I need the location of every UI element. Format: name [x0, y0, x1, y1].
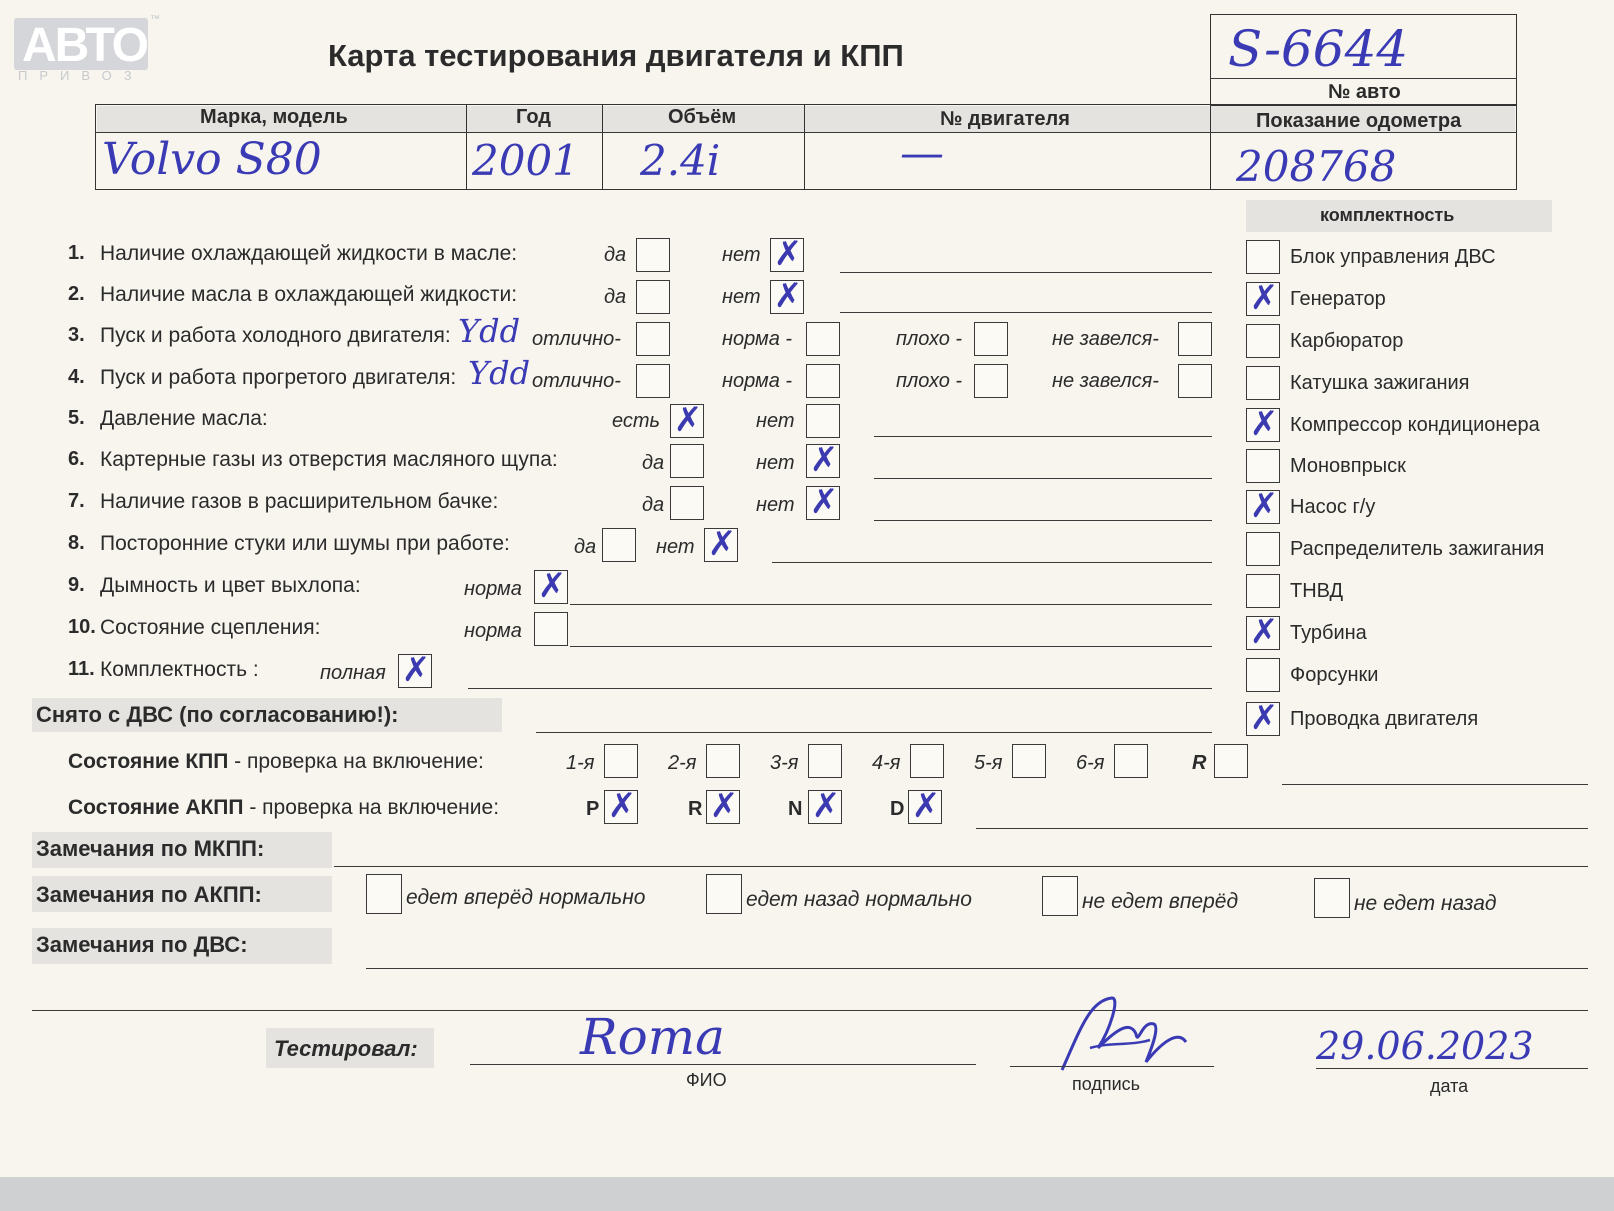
- checkbox[interactable]: ✗: [770, 280, 804, 314]
- value-engine-no: —: [900, 128, 944, 179]
- col-engine-no: № двигателя: [940, 108, 1070, 130]
- removed-label: Снято с ДВС (по согласованию!):: [36, 702, 399, 727]
- logo-subtitle: ПРИВОЗ: [18, 68, 144, 83]
- checkbox[interactable]: [1246, 532, 1280, 566]
- check-label: Наличие охлаждающей жидкости в масле:: [100, 242, 518, 265]
- checkbox[interactable]: ✗: [1246, 616, 1280, 650]
- gear-checkbox[interactable]: [1012, 744, 1046, 778]
- gear-checkbox[interactable]: [706, 744, 740, 778]
- checkbox[interactable]: [1246, 658, 1280, 692]
- checkbox[interactable]: ✗: [1246, 702, 1280, 736]
- gear-checkbox[interactable]: ✗: [908, 790, 942, 824]
- checkbox[interactable]: ✗: [806, 444, 840, 478]
- checkbox[interactable]: [670, 486, 704, 520]
- gear-checkbox[interactable]: [808, 744, 842, 778]
- check-label: Наличие газов в расширительном бачке:: [100, 490, 499, 513]
- check-num: 5.: [68, 407, 85, 429]
- check-num: 10.: [68, 616, 96, 638]
- name-caption: ФИО: [686, 1070, 727, 1090]
- checkbox[interactable]: [636, 322, 670, 356]
- checkbox[interactable]: [806, 364, 840, 398]
- checkbox[interactable]: [1246, 324, 1280, 358]
- checkbox[interactable]: [806, 322, 840, 356]
- checkbox[interactable]: ✗: [1246, 490, 1280, 524]
- check-label: Пуск и работа прогретого двигателя:: [100, 366, 457, 389]
- gear-checkbox[interactable]: [910, 744, 944, 778]
- gear-checkbox[interactable]: ✗: [604, 790, 638, 824]
- gear-checkbox[interactable]: [1214, 744, 1248, 778]
- checkbox[interactable]: ✗: [806, 486, 840, 520]
- auto-number-value: S-6644: [1228, 20, 1409, 78]
- logo-text: АВТО: [22, 19, 147, 72]
- checkbox[interactable]: ✗: [534, 570, 568, 604]
- auto-number-label: № авто: [1328, 81, 1401, 103]
- akpp-option-checkbox[interactable]: [1314, 878, 1350, 918]
- check-num: 4.: [68, 366, 85, 388]
- checkbox[interactable]: [636, 238, 670, 272]
- checkbox[interactable]: ✗: [770, 238, 804, 272]
- value-model: Volvo S80: [102, 134, 322, 185]
- checkbox[interactable]: ✗: [704, 528, 738, 562]
- check-num: 2.: [68, 283, 85, 305]
- remarks-akpp-label: Замечания по АКПП:: [36, 882, 262, 907]
- scan-background: [0, 1177, 1614, 1211]
- akpp-option-checkbox[interactable]: [706, 874, 742, 914]
- col-volume: Объём: [668, 106, 737, 128]
- check-label: Дымность и цвет выхлопа:: [100, 574, 361, 597]
- checkbox[interactable]: [1178, 322, 1212, 356]
- check-num: 9.: [68, 574, 85, 596]
- checkbox[interactable]: [1178, 364, 1212, 398]
- checkbox[interactable]: [1246, 366, 1280, 400]
- checkbox[interactable]: ✗: [1246, 408, 1280, 442]
- check-label: Давление масла:: [100, 407, 268, 430]
- akpp-label: Состояние АКПП - проверка на включение:: [68, 796, 500, 819]
- handwritten-mark: Ydd: [468, 354, 531, 392]
- check-num: 8.: [68, 532, 85, 554]
- checkbox[interactable]: [636, 364, 670, 398]
- checkbox[interactable]: ✗: [398, 654, 432, 688]
- value-volume: 2.4i: [640, 136, 721, 185]
- checkbox[interactable]: [670, 444, 704, 478]
- gear-checkbox[interactable]: ✗: [706, 790, 740, 824]
- checkbox[interactable]: [1246, 240, 1280, 274]
- akpp-option-checkbox[interactable]: [366, 874, 402, 914]
- col-year: Год: [516, 106, 551, 128]
- checkbox[interactable]: [974, 364, 1008, 398]
- signature-caption: подпись: [1072, 1074, 1141, 1094]
- check-num: 6.: [68, 448, 85, 470]
- check-label: Комплектность :: [100, 658, 259, 681]
- check-label: Картерные газы из отверстия масляного щупа:: [100, 448, 558, 471]
- check-num: 3.: [68, 324, 85, 346]
- check-num: 11.: [68, 658, 95, 680]
- check-num: 1.: [68, 242, 85, 264]
- remarks-dvs-label: Замечания по ДВС:: [36, 932, 248, 957]
- checkbox[interactable]: [1246, 449, 1280, 483]
- gear-checkbox[interactable]: [604, 744, 638, 778]
- gear-checkbox[interactable]: [1114, 744, 1148, 778]
- col-odometer: Показание одометра: [1256, 110, 1462, 132]
- checkbox[interactable]: [1246, 574, 1280, 608]
- check-label: Посторонние стуки или шумы при работе:: [100, 532, 510, 555]
- checkbox[interactable]: [806, 404, 840, 438]
- tested-label: Тестировал:: [274, 1036, 418, 1061]
- checkbox[interactable]: ✗: [670, 404, 704, 438]
- remarks-mkpp-label: Замечания по МКПП:: [36, 836, 265, 861]
- check-label: Состояние сцепления:: [100, 616, 321, 639]
- kpp-label: Состояние КПП - проверка на включение:: [68, 750, 484, 773]
- value-odometer: 208768: [1236, 142, 1397, 191]
- tester-name-value: Roma: [580, 1008, 725, 1066]
- check-label: Пуск и работа холодного двигателя:: [100, 324, 451, 347]
- col-model: Марка, модель: [200, 106, 348, 128]
- checkbox[interactable]: ✗: [1246, 282, 1280, 316]
- akpp-option-checkbox[interactable]: [1042, 876, 1078, 916]
- check-num: 7.: [68, 490, 85, 512]
- date-caption: дата: [1430, 1076, 1469, 1096]
- checkbox[interactable]: [534, 612, 568, 646]
- page-title: Карта тестирования двигателя и КПП: [328, 38, 904, 73]
- logo-tm: ™: [150, 14, 160, 25]
- gear-checkbox[interactable]: ✗: [808, 790, 842, 824]
- checkbox[interactable]: [974, 322, 1008, 356]
- komplekt-title: комплектность: [1320, 205, 1455, 225]
- value-year: 2001: [472, 136, 579, 185]
- checkbox[interactable]: [636, 280, 670, 314]
- check-label: Наличие масла в охлаждающей жидкости:: [100, 283, 518, 306]
- date-value: 29.06.2023: [1316, 1024, 1534, 1068]
- checkbox[interactable]: [602, 528, 636, 562]
- handwritten-mark: Ydd: [458, 312, 521, 350]
